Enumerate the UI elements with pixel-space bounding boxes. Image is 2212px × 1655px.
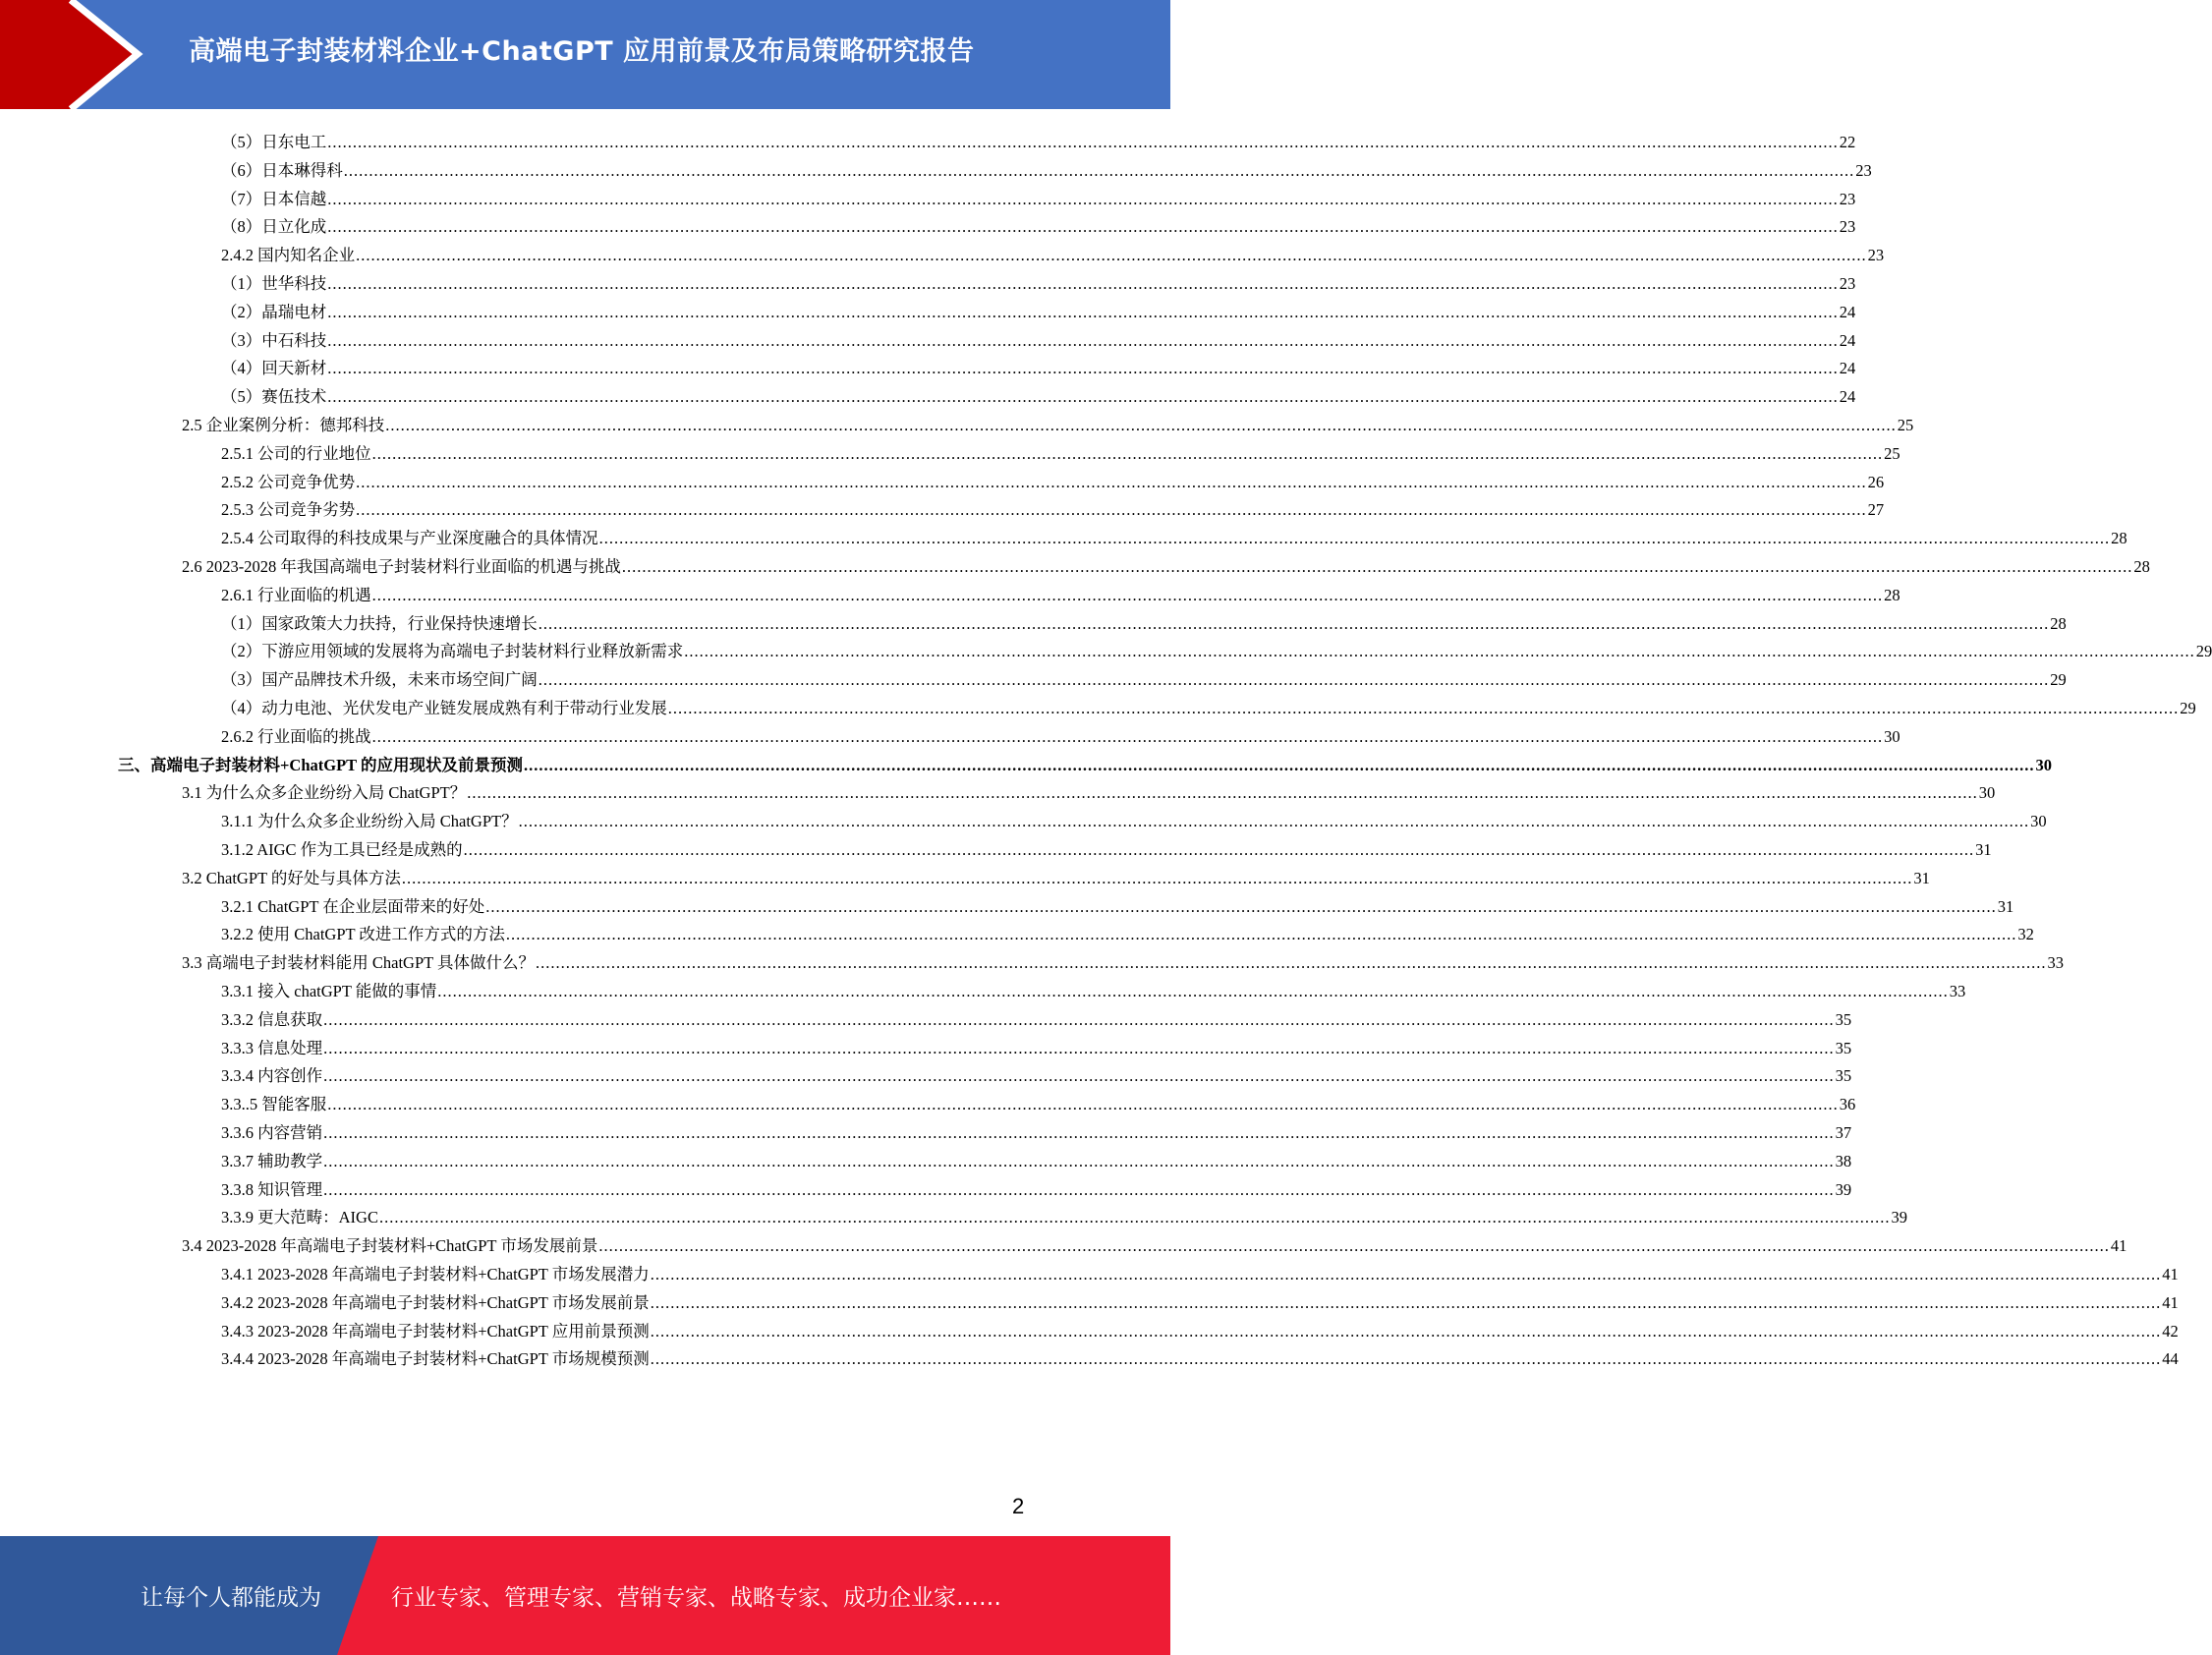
toc-entry-title: 3.3.3 信息处理 — [221, 1038, 323, 1057]
toc-entry-title: 2.6 2023-2028 年我国高端电子封装材料行业面临的机遇与挑战 — [182, 557, 621, 576]
toc-entry-title: 3.1 为什么众多企业纷纷入局 ChatGPT？ — [182, 783, 467, 803]
red-chevron-decoration — [0, 0, 157, 109]
dot-leader: ............................................................................................................................................................................................................................................................................................................ — [327, 133, 1839, 151]
toc-entry-title: 3.3.2 信息获取 — [221, 1009, 323, 1029]
toc-entry-page: 24 — [1839, 359, 1856, 378]
toc-entry-page: 32 — [2017, 925, 2034, 944]
toc-entry-page: 39 — [1891, 1208, 1907, 1227]
toc-entry-title: （4）回天新材 — [221, 359, 327, 378]
toc-entry-title: 三、高端电子封装材料+ChatGPT 的应用现状及前景预测 — [118, 755, 523, 774]
dot-leader: ............................................................................................................................................................................................................................................................................................................ — [327, 359, 1839, 378]
dot-leader: ............................................................................................................................................................................................................................................................................................................ — [598, 529, 2111, 548]
dot-leader: ............................................................................................................................................................................................................................................................................................................ — [467, 783, 1978, 803]
toc-entry-title: （3）国产品牌技术升级，未来市场空间广阔 — [221, 670, 538, 690]
toc-entry[interactable] — [221, 270, 1856, 298]
toc-entry-page: 30 — [1978, 783, 1996, 803]
toc-entry-page: 36 — [1839, 1095, 1856, 1114]
toc-entry-title: 2.5.3 公司竞争劣势 — [221, 500, 356, 520]
toc-entry-page: 22 — [1839, 133, 1856, 151]
dot-leader: ............................................................................................................................................................................................................................................................................................................ — [621, 557, 2133, 576]
toc-entry[interactable] — [221, 808, 2047, 835]
toc-entry-page: 30 — [2035, 755, 2052, 774]
report-title: 高端电子封装材料企业+ChatGPT 应用前景及布局策略研究报告 — [189, 36, 975, 67]
toc-entry-title: 3.2 ChatGPT 的好处与具体方法 — [182, 868, 401, 887]
toc-entry-page: 30 — [1884, 726, 1900, 746]
toc-entry[interactable] — [221, 1261, 2179, 1288]
toc-entry-title: 2.5.2 公司竞争优势 — [221, 472, 356, 491]
toc-entry[interactable] — [221, 723, 1900, 751]
dot-leader: ............................................................................................................................................................................................................................................................................................................ — [518, 812, 2030, 831]
toc-entry-page: 37 — [1835, 1123, 1852, 1142]
page-footer — [0, 1536, 1170, 1655]
toc-entry-title: （2）晶瑞电材 — [221, 302, 327, 321]
toc-entry-page: 35 — [1835, 1009, 1852, 1029]
toc-entry-page: 41 — [2162, 1292, 2179, 1312]
toc-entry[interactable] — [221, 1345, 2179, 1373]
toc-entry-title: 3.3.8 知识管理 — [221, 1179, 323, 1199]
toc-entry[interactable] — [221, 213, 1856, 241]
toc-entry[interactable] — [221, 525, 2127, 552]
toc-entry[interactable] — [221, 610, 2067, 638]
toc-entry-title: （5）日东电工 — [221, 133, 327, 151]
toc-entry[interactable] — [182, 1232, 2127, 1260]
dot-leader: ............................................................................................................................................................................................................................................................................................................ — [327, 302, 1839, 321]
toc-entry[interactable] — [118, 752, 2052, 779]
toc-entry[interactable] — [221, 978, 1966, 1005]
toc-entry[interactable] — [221, 893, 2014, 921]
toc-entry-title: 3.3.6 内容营销 — [221, 1123, 323, 1142]
dot-leader: ............................................................................................................................................................................................................................................................................................................ — [437, 982, 1949, 1000]
toc-entry-page: 33 — [1949, 982, 1966, 1000]
toc-entry[interactable] — [221, 496, 1885, 524]
dot-leader: ............................................................................................................................................................................................................................................................................................................ — [538, 613, 2050, 633]
dot-leader: ............................................................................................................................................................................................................................................................................................................ — [667, 699, 2180, 717]
toc-entry[interactable] — [221, 1035, 1852, 1062]
toc-entry[interactable] — [221, 327, 1856, 355]
footer-slogan-left: 让每个人都能成为 — [141, 1585, 321, 1611]
toc-entry[interactable] — [221, 1148, 1852, 1175]
toc-entry[interactable] — [182, 412, 1914, 439]
dot-leader: ............................................................................................................................................................................................................................................................................................................ — [378, 1208, 1891, 1227]
toc-entry[interactable] — [221, 666, 2067, 694]
toc-entry-title: 3.4.1 2023-2028 年高端电子封装材料+ChatGPT 市场发展潜力 — [221, 1265, 650, 1284]
toc-entry[interactable] — [221, 638, 2212, 665]
toc-entry[interactable] — [221, 355, 1856, 382]
dot-leader: ............................................................................................................................................................................................................................................................................................................ — [598, 1236, 2110, 1256]
dot-leader: ............................................................................................................................................................................................................................................................................................................ — [327, 189, 1839, 208]
toc-entry-page: 28 — [2111, 529, 2127, 548]
toc-entry[interactable] — [221, 1318, 2179, 1345]
toc-entry-page: 23 — [1839, 217, 1856, 237]
toc-entry-title: 3.4 2023-2028 年高端电子封装材料+ChatGPT 市场发展前景 — [182, 1236, 598, 1256]
toc-entry[interactable] — [182, 553, 2150, 581]
toc-entry-page: 31 — [1997, 896, 2014, 916]
dot-leader: ............................................................................................................................................................................................................................................................................................................ — [327, 330, 1839, 350]
toc-entry-page: 28 — [2133, 557, 2150, 576]
toc-entry-title: 2.5.1 公司的行业地位 — [221, 443, 371, 463]
toc-entry-page: 38 — [1835, 1151, 1852, 1170]
dot-leader: ............................................................................................................................................................................................................................................................................................................ — [356, 472, 1867, 491]
toc-entry[interactable] — [221, 440, 1900, 468]
toc-entry-title: 2.6.2 行业面临的挑战 — [221, 726, 371, 746]
dot-leader: ............................................................................................................................................................................................................................................................................................................ — [536, 953, 2047, 973]
dot-leader: ............................................................................................................................................................................................................................................................................................................ — [323, 1066, 1835, 1086]
toc-entry-title: 3.4.4 2023-2028 年高端电子封装材料+ChatGPT 市场规模预测 — [221, 1349, 650, 1369]
toc-entry-page: 23 — [1839, 274, 1856, 293]
toc-entry-title: 3.3.1 接入 chatGPT 能做的事情 — [221, 982, 437, 1000]
toc-entry[interactable] — [221, 469, 1885, 496]
dot-leader: ............................................................................................................................................................................................................................................................................................................ — [523, 755, 2035, 774]
dot-leader: ............................................................................................................................................................................................................................................................................................................ — [323, 1151, 1835, 1170]
dot-leader: ............................................................................................................................................................................................................................................................................................................ — [538, 670, 2050, 690]
toc-entry-title: 3.2.2 使用 ChatGPT 改进工作方式的方法 — [221, 925, 505, 944]
dot-leader: ............................................................................................................................................................................................................................................................................................................ — [327, 217, 1839, 237]
dot-leader: ............................................................................................................................................................................................................................................................................................................ — [371, 585, 1884, 604]
dot-leader: ............................................................................................................................................................................................................................................................................................................ — [371, 726, 1884, 746]
toc-entry[interactable] — [221, 157, 1872, 185]
toc-entry[interactable] — [182, 865, 1930, 892]
toc-entry[interactable] — [221, 1204, 1907, 1231]
page-header — [0, 0, 1170, 109]
toc-entry-title: 3.4.2 2023-2028 年高端电子封装材料+ChatGPT 市场发展前景 — [221, 1292, 650, 1312]
dot-leader: ............................................................................................................................................................................................................................................................................................................ — [684, 642, 2195, 661]
toc-entry[interactable] — [221, 383, 1856, 411]
toc-entry-page: 35 — [1835, 1038, 1852, 1057]
toc-entry-title: 3.1.1 为什么众多企业纷纷入局 ChatGPT？ — [221, 812, 518, 831]
toc-entry-page: 29 — [2195, 642, 2212, 661]
toc-entry-page: 23 — [1839, 189, 1856, 208]
toc-entry[interactable] — [221, 582, 1900, 609]
toc-entry-title: （3）中石科技 — [221, 330, 327, 350]
toc-entry-title: （1）世华科技 — [221, 274, 327, 293]
dot-leader: ............................................................................................................................................................................................................................................................................................................ — [650, 1265, 2162, 1284]
toc-entry[interactable] — [182, 779, 1996, 807]
dot-leader: ............................................................................................................................................................................................................................................................................................................ — [650, 1321, 2162, 1341]
dot-leader: ............................................................................................................................................................................................................................................................................................................ — [323, 1009, 1835, 1029]
toc-entry-title: 3.3 高端电子封装材料能用 ChatGPT 具体做什么？ — [182, 953, 536, 973]
toc-entry-title: （5）赛伍技术 — [221, 387, 327, 407]
toc-entry[interactable] — [221, 695, 2196, 722]
toc-entry-page: 39 — [1835, 1179, 1852, 1199]
page-number: 2 — [1012, 1494, 1025, 1518]
toc-entry[interactable] — [221, 836, 1992, 864]
toc-entry-page: 25 — [1884, 443, 1900, 463]
toc-entry-title: （4）动力电池、光伏发电产业链发展成熟有利于带动行业发展 — [221, 699, 667, 717]
toc-entry-title: 3.3..5 智能客服 — [221, 1095, 327, 1114]
toc-entry-title: 2.5.4 公司取得的科技成果与产业深度融合的具体情况 — [221, 529, 598, 548]
toc-entry-page: 28 — [2050, 613, 2067, 633]
toc-entry[interactable] — [221, 1006, 1852, 1034]
toc-entry-page: 33 — [2047, 953, 2065, 973]
toc-entry[interactable] — [221, 1289, 2179, 1317]
dot-leader: ............................................................................................................................................................................................................................................................................................................ — [505, 925, 2017, 944]
toc-entry[interactable] — [221, 1119, 1852, 1147]
toc-entry-page: 23 — [1855, 160, 1872, 180]
toc-entry-page: 31 — [1913, 868, 1930, 887]
dot-leader: ............................................................................................................................................................................................................................................................................................................ — [485, 896, 1997, 916]
toc-entry-title: 3.1.2 AIGC 作为工具已经是成熟的 — [221, 840, 463, 859]
dot-leader: ............................................................................................................................................................................................................................................................................................................ — [327, 274, 1839, 293]
dot-leader: ............................................................................................................................................................................................................................................................................................................ — [327, 1095, 1839, 1114]
toc-entry-page: 42 — [2162, 1321, 2179, 1341]
toc-entry-title: （6）日本琳得科 — [221, 160, 343, 180]
toc-entry[interactable] — [221, 1062, 1852, 1090]
toc-entry[interactable] — [221, 242, 1885, 269]
dot-leader: ............................................................................................................................................................................................................................................................................................................ — [463, 840, 1975, 859]
toc-entry-title: （7）日本信越 — [221, 189, 327, 208]
toc-entry-page: 24 — [1839, 387, 1856, 407]
toc-entry-page: 24 — [1839, 302, 1856, 321]
toc-entry-page: 41 — [2110, 1236, 2127, 1256]
toc-entry-page: 41 — [2162, 1265, 2179, 1284]
footer-slogan-right: 行业专家、管理专家、营销专家、战略专家、成功企业家…… — [391, 1585, 1001, 1611]
toc-entry[interactable] — [221, 1176, 1852, 1204]
dot-leader: ............................................................................................................................................................................................................................................................................................................ — [343, 160, 1855, 180]
toc-entry[interactable] — [221, 299, 1856, 326]
dot-leader: ............................................................................................................................................................................................................................................................................................................ — [356, 246, 1867, 265]
dot-leader: ............................................................................................................................................................................................................................................................................................................ — [356, 500, 1867, 520]
dot-leader: ............................................................................................................................................................................................................................................................................................................ — [323, 1179, 1835, 1199]
toc-entry[interactable] — [221, 921, 2034, 948]
toc-entry-title: 3.3.7 辅助教学 — [221, 1151, 323, 1170]
toc-entry-title: 3.2.1 ChatGPT 在企业层面带来的好处 — [221, 896, 485, 916]
toc-entry-title: 2.5 企业案例分析：德邦科技 — [182, 416, 385, 434]
dot-leader: ............................................................................................................................................................................................................................................................................................................ — [323, 1123, 1835, 1142]
toc-entry-page: 35 — [1835, 1066, 1852, 1086]
toc-entry-page: 25 — [1897, 416, 1914, 434]
toc-entry-title: （2）下游应用领域的发展将为高端电子封装材料行业释放新需求 — [221, 642, 684, 661]
dot-leader: ............................................................................................................................................................................................................................................................................................................ — [650, 1292, 2162, 1312]
toc-entry-page: 30 — [2030, 812, 2047, 831]
toc-entry[interactable] — [182, 949, 2065, 977]
dot-leader: ............................................................................................................................................................................................................................................................................................................ — [371, 443, 1884, 463]
toc-entry-page: 31 — [1975, 840, 1992, 859]
dot-leader: ............................................................................................................................................................................................................................................................................................................ — [650, 1349, 2162, 1369]
toc-entry-page: 24 — [1839, 330, 1856, 350]
toc-entry-title: 2.4.2 国内知名企业 — [221, 246, 356, 265]
toc-entry-page: 27 — [1867, 500, 1885, 520]
toc-entry-page: 26 — [1867, 472, 1885, 491]
toc-entry-page: 29 — [2180, 699, 2196, 717]
toc-entry-page: 29 — [2050, 670, 2067, 690]
toc-entry[interactable] — [221, 129, 1856, 156]
toc-entry-title: 2.6.1 行业面临的机遇 — [221, 585, 371, 604]
toc-entry-title: 3.3.9 更大范畴：AIGC — [221, 1208, 378, 1227]
toc-entry[interactable] — [221, 186, 1856, 213]
toc-entry-title: （1）国家政策大力扶持，行业保持快速增长 — [221, 613, 538, 633]
toc-entry-page: 28 — [1884, 585, 1900, 604]
dot-leader: ............................................................................................................................................................................................................................................................................................................ — [401, 868, 1913, 887]
toc-entry-title: 3.3.4 内容创作 — [221, 1066, 323, 1086]
dot-leader: ............................................................................................................................................................................................................................................................................................................ — [385, 416, 1897, 434]
toc-entry-page: 44 — [2162, 1349, 2179, 1369]
dot-leader: ............................................................................................................................................................................................................................................................................................................ — [327, 387, 1839, 407]
dot-leader: ............................................................................................................................................................................................................................................................................................................ — [323, 1038, 1835, 1057]
toc-entry-title: 3.4.3 2023-2028 年高端电子封装材料+ChatGPT 应用前景预测 — [221, 1321, 650, 1341]
toc-entry-page: 23 — [1867, 246, 1885, 265]
toc-entry-title: （8）日立化成 — [221, 217, 327, 237]
toc-entry[interactable] — [221, 1091, 1856, 1118]
